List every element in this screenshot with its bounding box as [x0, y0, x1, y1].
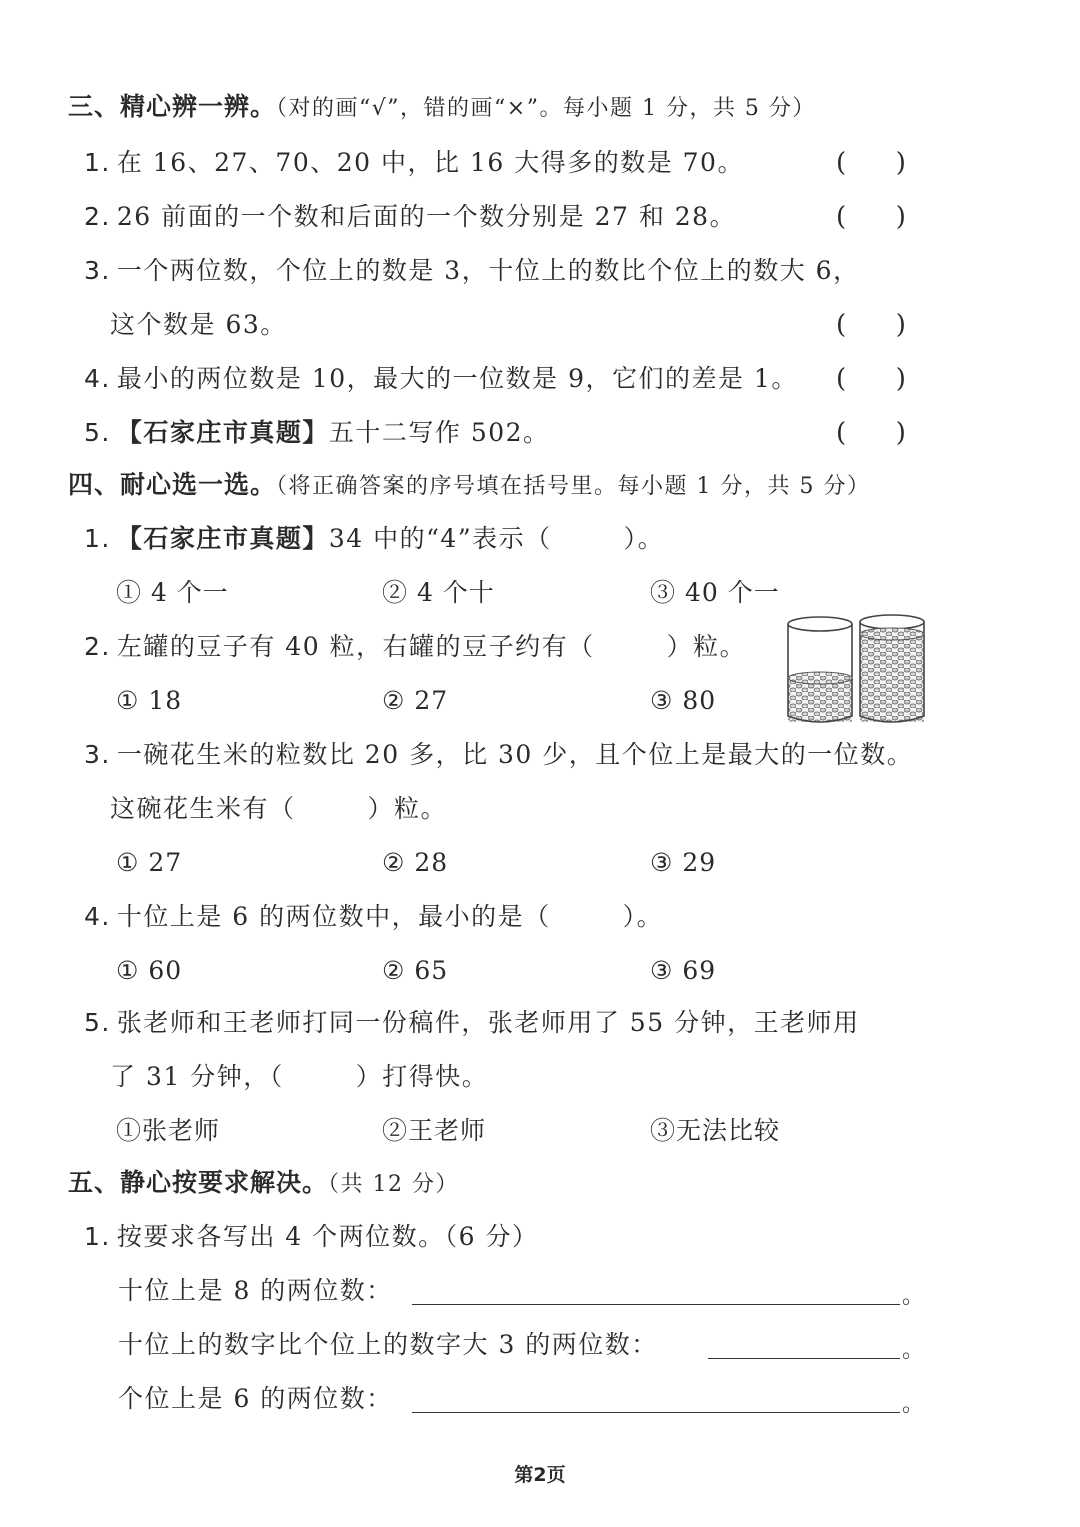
bean-jars-illustration [784, 612, 930, 726]
answer-paren[interactable]: ( ) [836, 202, 906, 232]
section-4-note: （将正确答案的序号填在括号里。每小题 1 分，共 5 分） [276, 474, 871, 499]
option-2[interactable]: ②王老师 [382, 1116, 487, 1145]
question-text: 这碗花生米有（ [110, 794, 296, 823]
sec3-q3-continued: 这个数是 63。 [110, 310, 287, 339]
question-text: 按要求各写出 4 个两位数。（6 分） [116, 1222, 539, 1251]
section-4-header [68, 468, 870, 504]
sec4-q1 [84, 522, 664, 556]
question-text: 在 16、27、70、20 中，比 16 大得多的数是 70。 [116, 148, 744, 177]
question-text: 左罐的豆子有 40 粒，右罐的豆子约有（ [116, 632, 595, 661]
question-text: 34 中的“4”表示（ [328, 524, 552, 553]
sec3-q3 [84, 254, 860, 288]
answer-paren[interactable]: ( ) [836, 364, 906, 394]
option-1[interactable]: ① 60 [116, 956, 183, 985]
question-number: 3. [84, 256, 111, 285]
question-text: 十位上是 6 的两位数中，最小的是（ [116, 902, 551, 931]
question-text: 26 前面的一个数和后面的一个数分别是 27 和 28。 [116, 202, 737, 231]
option-3[interactable]: ③无法比较 [650, 1116, 781, 1145]
question-number: 1. [84, 148, 111, 177]
sec3-q2 [84, 200, 736, 234]
sec4-q3 [84, 738, 913, 772]
source-tag: 【石家庄市真题】 [116, 418, 329, 447]
question-text-end: ）。 [622, 902, 664, 931]
question-number: 5. [84, 418, 111, 447]
option-2[interactable]: ② 4 个十 [382, 578, 495, 607]
fill-line-label-1: 十位上是 8 的两位数： [118, 1276, 393, 1305]
option-1[interactable]: ① 4 个一 [116, 578, 229, 607]
sec4-q5 [84, 1006, 860, 1040]
question-text: 一碗花生米的粒数比 20 多，比 30 少，且个位上是最大的一位数。 [116, 740, 914, 769]
question-number: 2. [84, 632, 111, 661]
question-text: 了 31 分钟，（ [110, 1062, 284, 1091]
question-number: 1. [84, 1222, 111, 1251]
question-text-end: ）粒。 [666, 632, 747, 661]
answer-line-1[interactable] [412, 1304, 900, 1305]
left-jar [788, 617, 852, 722]
question-number: 1. [84, 524, 111, 553]
answer-paren[interactable]: ( ) [836, 418, 906, 448]
fill-line-label-2: 十位上的数字比个位上的数字大 3 的两位数： [118, 1330, 658, 1359]
answer-line-2[interactable] [708, 1358, 900, 1359]
section-5-title: 五、静心按要求解决。 [68, 1168, 329, 1197]
question-text: 张老师和王老师打同一份稿件，张老师用了 55 分钟，王老师用 [116, 1008, 860, 1037]
option-3[interactable]: ③ 69 [650, 956, 717, 985]
right-jar [860, 615, 924, 722]
line-end-mark: 。 [902, 1392, 925, 1417]
sec4-q3-continued [110, 792, 447, 826]
section-3-note: （对的画“√”，错的画“×”。每小题 1 分，共 5 分） [276, 96, 816, 121]
sec3-q5 [84, 416, 550, 450]
sec3-q4 [84, 362, 798, 396]
line-end-mark: 。 [902, 1338, 925, 1363]
section-4-title: 四、耐心选一选。 [68, 470, 277, 499]
option-2[interactable]: ② 28 [382, 848, 449, 877]
section-3-title: 三、精心辨一辨。 [68, 92, 277, 121]
sec4-q4 [84, 900, 663, 934]
option-3[interactable]: ③ 40 个一 [650, 578, 780, 607]
question-number: 3. [84, 740, 111, 769]
question-text: 五十二写作 502。 [328, 418, 550, 447]
sec4-q2 [84, 630, 746, 664]
section-5-note: （共 12 分） [328, 1172, 459, 1197]
question-number: 2. [84, 202, 111, 231]
option-3[interactable]: ③ 29 [650, 848, 717, 877]
page-number: 第2页 [514, 1464, 566, 1486]
option-2[interactable]: ② 27 [382, 686, 449, 715]
question-number: 5. [84, 1008, 111, 1037]
answer-line-3[interactable] [412, 1412, 900, 1413]
question-text-end: ）打得快。 [355, 1062, 489, 1091]
answer-paren[interactable]: ( ) [836, 310, 906, 340]
line-end-mark: 。 [902, 1284, 925, 1309]
question-text: 最小的两位数是 10，最大的一位数是 9，它们的差是 1。 [116, 364, 798, 393]
question-number: 4. [84, 364, 111, 393]
question-text-end: ）。 [623, 524, 665, 553]
section-3-header [68, 90, 816, 126]
option-3[interactable]: ③ 80 [650, 686, 717, 715]
question-text-end: ）粒。 [367, 794, 448, 823]
question-number: 4. [84, 902, 111, 931]
answer-paren[interactable]: ( ) [836, 148, 906, 178]
sec5-q1 [84, 1220, 539, 1254]
option-1[interactable]: ① 27 [116, 848, 183, 877]
sec4-q5-continued [110, 1060, 488, 1094]
option-2[interactable]: ② 65 [382, 956, 449, 985]
fill-line-label-3: 个位上是 6 的两位数： [118, 1384, 393, 1413]
source-tag: 【石家庄市真题】 [116, 524, 329, 553]
question-text: 一个两位数，个位上的数是 3，十位上的数比个位上的数大 6， [116, 256, 860, 285]
option-1[interactable]: ①张老师 [116, 1116, 221, 1145]
option-1[interactable]: ① 18 [116, 686, 183, 715]
section-5-header [68, 1166, 459, 1202]
sec3-q1 [84, 146, 744, 180]
